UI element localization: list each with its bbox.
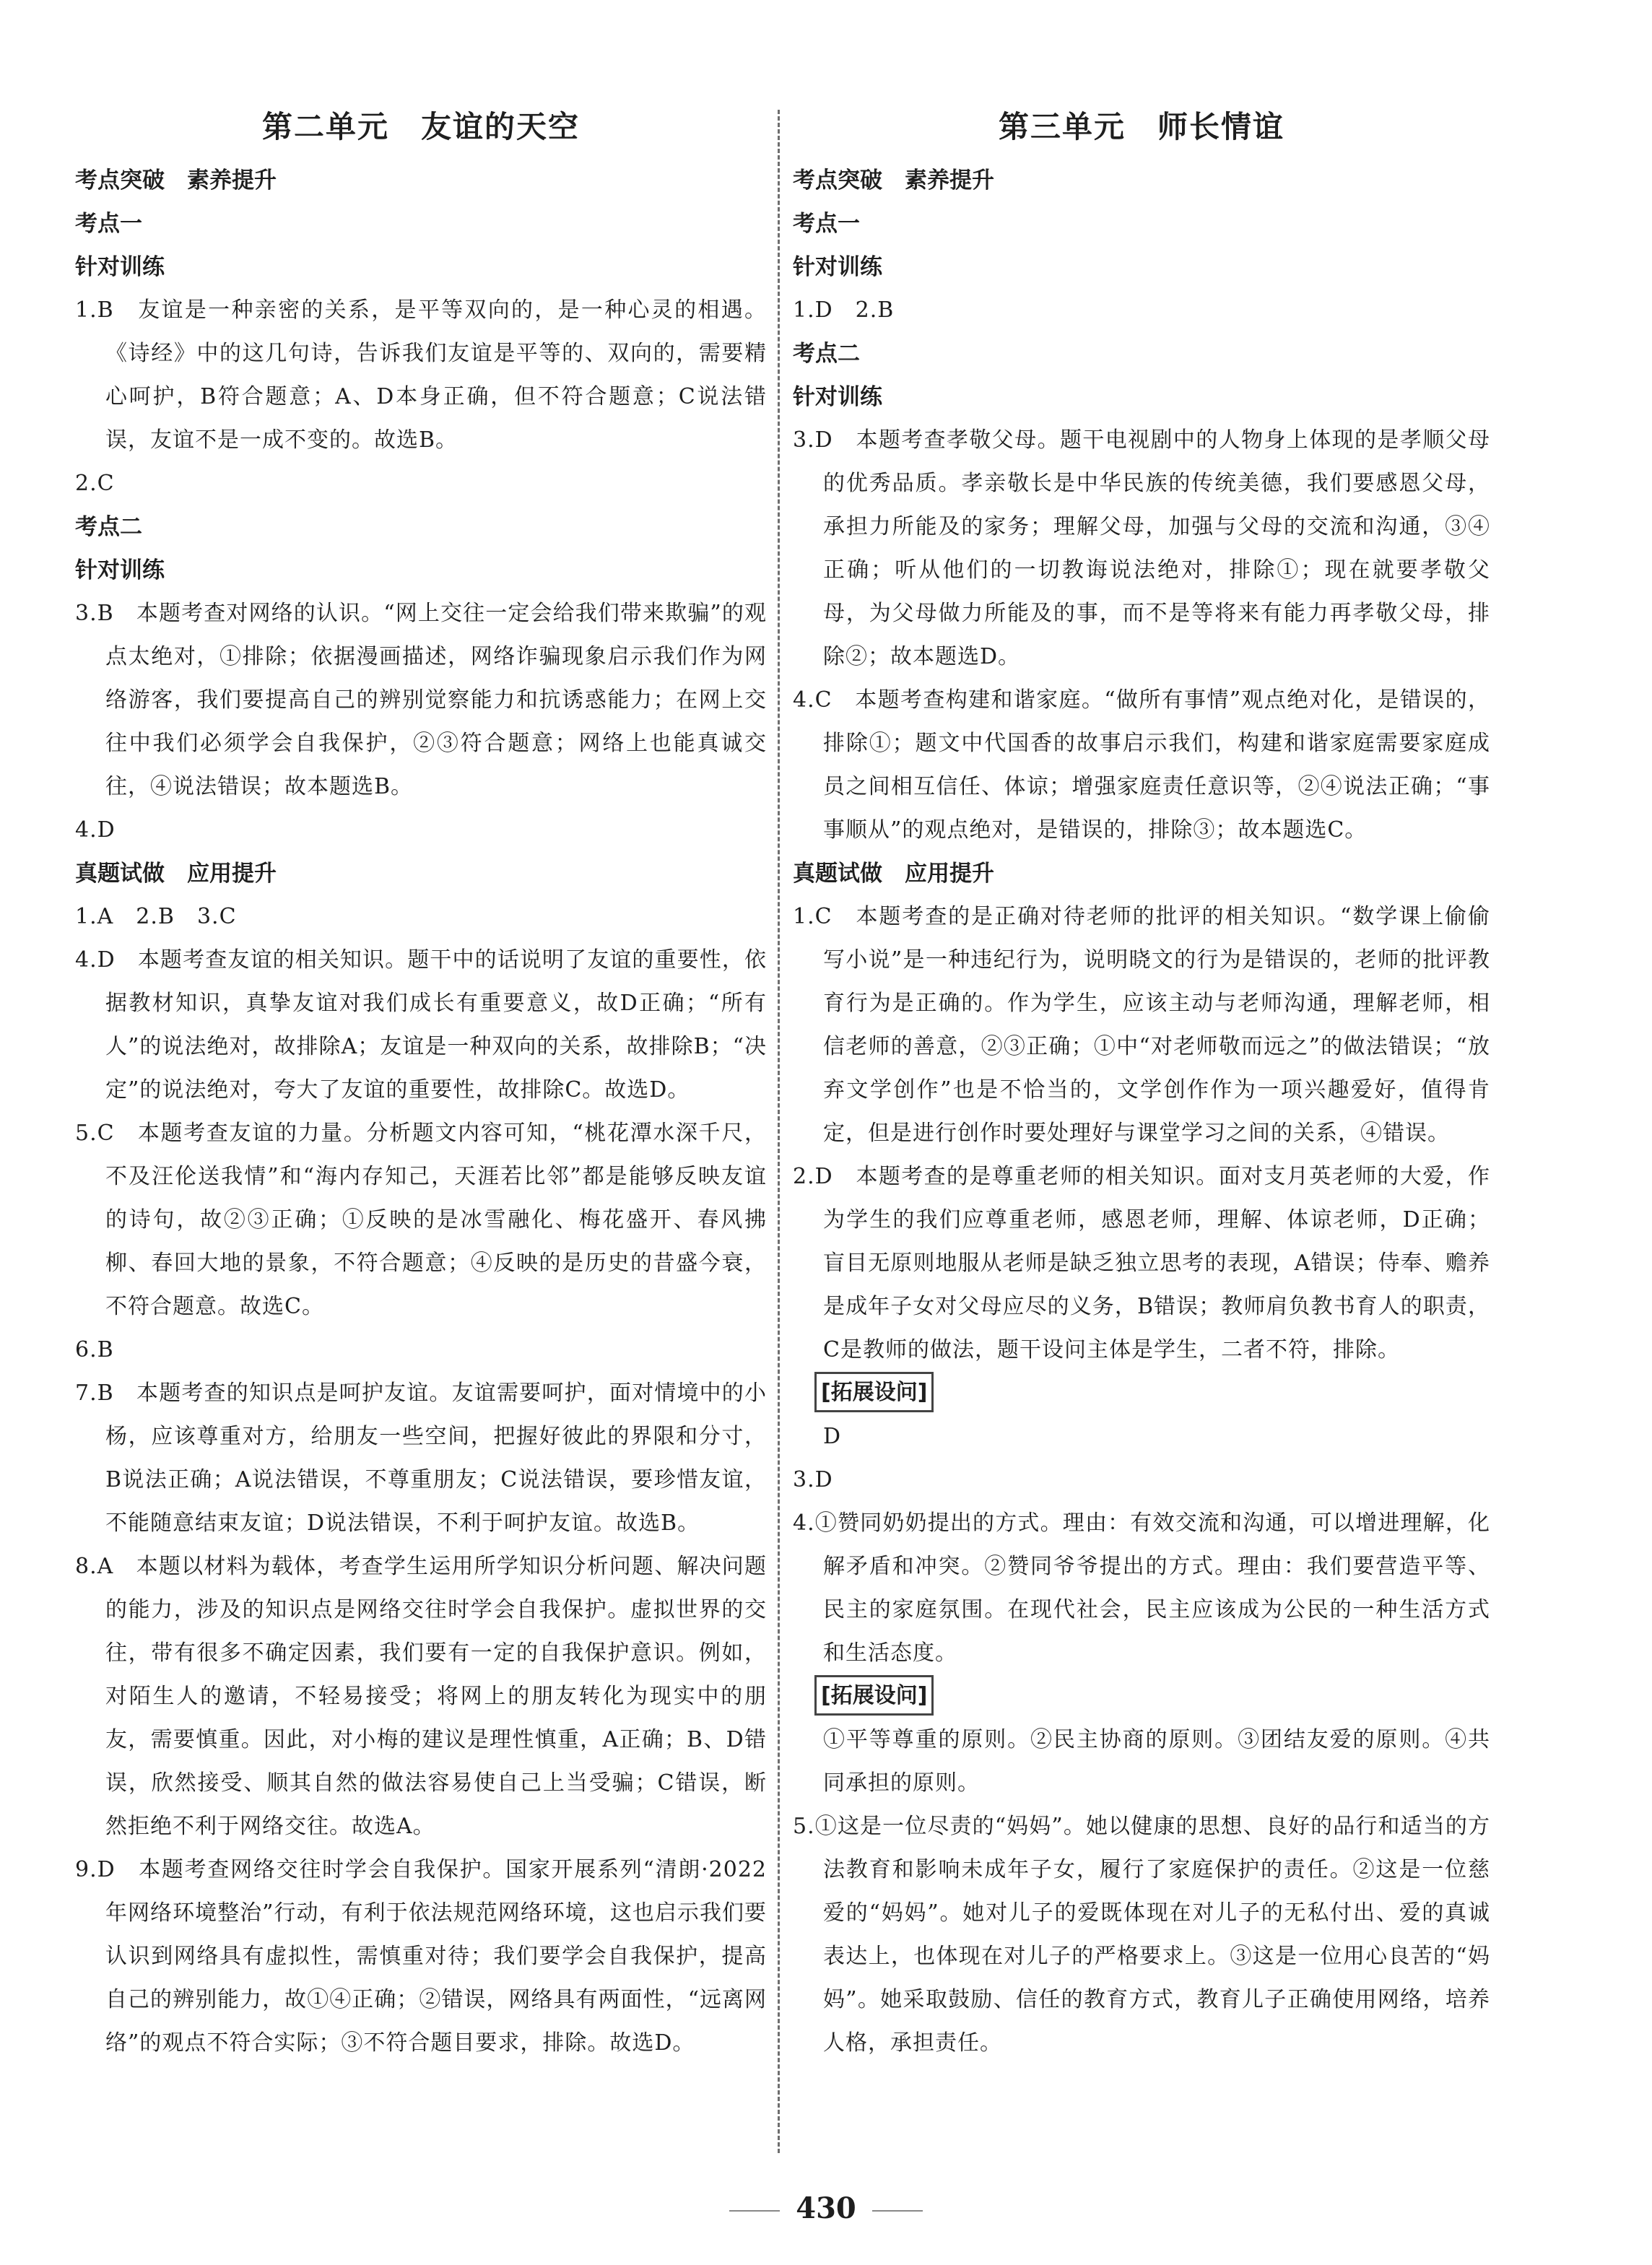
page-number: 430 — [796, 2191, 856, 2225]
subsection-heading: 针对训练 — [75, 557, 165, 583]
extension-answer: ①平等尊重的原则。②民主协商的原则。③团结友爱的原则。④共同承担的原则。 — [823, 1727, 1490, 1796]
answer-item: 1.B 友谊是一种亲密的关系，是平等双向的，是一种心灵的相遇。《诗经》中的这几句诗，告诉我们友谊是平等的、双向的，需要精心呵护，B符合题意；A、D本身正确，但不符合题意；C说法错误，友谊不是一成不变的。故选B。 — [75, 297, 767, 453]
answer-item: 1.A 2.B 3.C — [75, 904, 237, 929]
column-divider — [778, 110, 780, 2153]
section-heading: 真题试做 应用提升 — [75, 861, 277, 887]
answer-item: 3.B 本题考查对网络的认识。“网上交往一定会给我们带来欺骗”的观点太绝对，①排除；依据漫画描述，网络诈骗现象启示我们作为网络游客，我们要提高自己的辨别觉察能力和抗诱惑能力；在网上交往中我们必须学会自我保护，②③符合题意；网络上也能真诚交往，④说法错误；故本题选B。 — [75, 601, 767, 799]
left-column — [75, 101, 767, 2065]
answer-item: 3.D 本题考查孝敬父母。题干电视剧中的人物身上体现的是孝顺父母的优秀品质。孝亲敬长是中华民族的传统美德，我们要感恩父母，承担力所能及的家务；理解父母，加强与父母的交流和沟通，③④正确；听从他们的一切教诲说法绝对，排除①；现在就要孝敬父母，为父母做力所能及的事，而不是等将来有能力再孝敬父母，排除②；故本题选D。 — [793, 427, 1490, 669]
footer-dash-left — [729, 2210, 780, 2212]
unit-title: 第三单元 师长情谊 — [998, 109, 1284, 144]
subsection-heading: 针对训练 — [75, 254, 165, 280]
right-column — [793, 101, 1490, 2065]
answer-item: 1.D 2.B — [793, 297, 895, 323]
section-heading: 真题试做 应用提升 — [793, 861, 994, 887]
subsection-heading: 考点一 — [793, 211, 860, 237]
section-heading: 考点突破 素养提升 — [793, 168, 994, 194]
answer-item: 8.A 本题以材料为载体，考查学生运用所学知识分析问题、解决问题的能力，涉及的知识点是网络交往时学会自我保护。虚拟世界的交往，带有很多不确定因素，我们要有一定的自我保护意识。例如，对陌生人的邀请，不轻易接受；将网上的朋友转化为现实中的朋友，需要慎重。因此，对小梅的建议是理性慎重，A正确；B、D错误，欣然接受、顺其自然的做法容易使自己上当受骗；C错误，断然拒绝不利于网络交往。故选A。 — [75, 1554, 767, 1839]
subsection-heading: 考点二 — [75, 514, 142, 540]
extension-question-tag: [拓展设问] — [814, 1675, 934, 1716]
extension-tag-row — [793, 1372, 1490, 1415]
answer-item: 7.B 本题考查的知识点是呵护友谊。友谊需要呵护，面对情境中的小杨，应该尊重对方，给朋友一些空间，把握好彼此的界限和分寸，B说法正确；A说法错误，不尊重朋友；C说法错误，要珍惜友谊，不能随意结束友谊；D说法错误，不利于呵护友谊。故选B。 — [75, 1381, 767, 1536]
answer-item: 4.①赞同奶奶提出的方式。理由：有效交流和沟通，可以增进理解，化解矛盾和冲突。②赞同爷爷提出的方式。理由：我们要营造平等、民主的家庭氛围。在现代社会，民主应该成为公民的一种生活方式和生活态度。 — [793, 1510, 1490, 1666]
answer-item: 1.C 本题考查的是正确对待老师的批评的相关知识。“数学课上偷偷写小说”是一种违纪行为，说明晓文的行为是错误的，老师的批评教育行为是正确的。作为学生，应该主动与老师沟通，理解老师，相信老师的善意，②③正确；①中“对老师敬而远之”的做法错误；“放弃文学创作”也是不恰当的，文学创作作为一项兴趣爱好，值得肯定，但是进行创作时要处理好与课堂学习之间的关系，④错误。 — [793, 904, 1490, 1146]
extension-answer: D — [823, 1424, 842, 1449]
extension-question-tag: [拓展设问] — [814, 1372, 934, 1412]
footer-dash-right — [872, 2210, 923, 2212]
answer-item: 4.D 本题考查友谊的相关知识。题干中的话说明了友谊的重要性，依据教材知识，真挚友谊对我们成长有重要意义，故D正确；“所有人”的说法绝对，故排除A；友谊是一种双向的关系，故排除B；“决定”的说法绝对，夸大了友谊的重要性，故排除C。故选D。 — [75, 947, 767, 1103]
answer-item: 2.D 本题考查的是尊重老师的相关知识。面对支月英老师的大爱，作为学生的我们应尊重老师，感恩老师，理解、体谅老师，D正确；盲目无原则地服从老师是缺乏独立思考的表现，A错误；侍奉、赡养是成年子女对父母应尽的义务，B错误；教师肩负教书育人的职责，C是教师的做法，题干设问主体是学生，二者不符，排除。 — [793, 1164, 1490, 1362]
subsection-heading: 针对训练 — [793, 384, 882, 410]
answer-item: 4.C 本题考查构建和谐家庭。“做所有事情”观点绝对化，是错误的，排除①；题文中代国香的故事启示我们，构建和谐家庭需要家庭成员之间相互信任、体谅；增强家庭责任意识等，②④说法正确；“事事顺从”的观点绝对，是错误的，排除③；故本题选C。 — [793, 687, 1490, 843]
extension-tag-row — [793, 1675, 1490, 1718]
answer-item: 6.B — [75, 1337, 114, 1362]
subsection-heading: 针对训练 — [793, 254, 882, 280]
answer-item: 5.①这是一位尽责的“妈妈”。她以健康的思想、良好的品行和适当的方法教育和影响未成年子女，履行了家庭保护的责任。②这是一位慈爱的“妈妈”。她对儿子的爱既体现在对儿子的无私付出、爱的真诚表达上，也体现在对儿子的严格要求上。③这是一位用心良苦的“妈妈”。她采取鼓励、信任的教育方式，教育儿子正确使用网络，培养人格，承担责任。 — [793, 1814, 1490, 2056]
answer-item: 9.D 本题考查网络交往时学会自我保护。国家开展系列“清朗·2022年网络环境整治”行动，有利于依法规范网络环境，这也启示我们要认识到网络具有虚拟性，需慎重对待；我们要学会自我保护，提高自己的辨别能力，故①④正确；②错误，网络具有两面性，“远离网络”的观点不符合实际；③不符合题目要求，排除。故选D。 — [75, 1857, 767, 2056]
subsection-heading: 考点二 — [793, 341, 860, 367]
answer-item: 3.D — [793, 1467, 833, 1492]
answer-item: 4.D — [75, 817, 116, 843]
page-number-footer — [0, 2191, 1652, 2225]
section-heading: 考点突破 素养提升 — [75, 168, 277, 194]
answer-item: 5.C 本题考查友谊的力量。分析题文内容可知，“桃花潭水深千尺，不及汪伦送我情”和“海内存知己，天涯若比邻”都是能够反映友谊的诗句，故②③正确；①反映的是冰雪融化、梅花盛开、春风拂柳、春回大地的景象，不符合题意；④反映的是历史的昔盛今衰，不符合题意。故选C。 — [75, 1121, 767, 1319]
subsection-heading: 考点一 — [75, 211, 142, 237]
unit-title: 第二单元 友谊的天空 — [261, 109, 580, 144]
answer-item: 2.C — [75, 471, 115, 496]
